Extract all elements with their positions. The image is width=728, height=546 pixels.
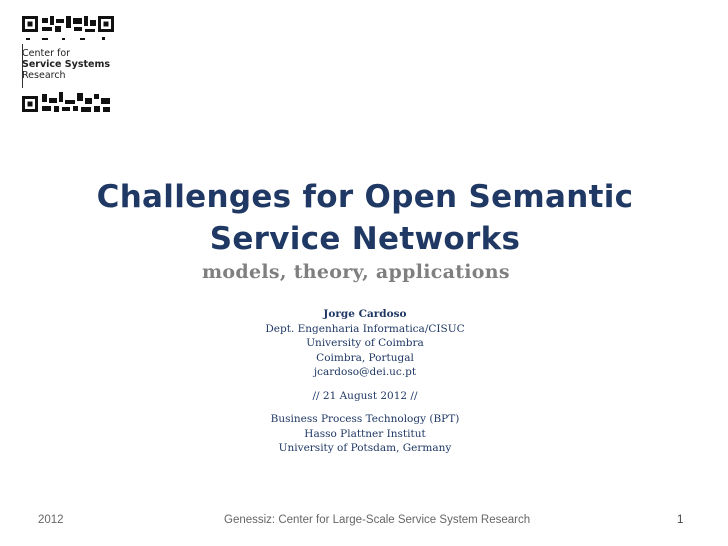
author-city: Coimbra, Portugal xyxy=(316,351,414,364)
slide-title xyxy=(80,176,650,260)
logo xyxy=(22,16,122,116)
footer-year: 2012 xyxy=(38,514,64,526)
author-name: Jorge Cardoso xyxy=(323,308,407,320)
qr-code-icon xyxy=(22,16,114,44)
page-number: 1 xyxy=(677,514,684,526)
author-email: jcardoso@dei.uc.pt xyxy=(313,366,417,378)
logo-line3: Research xyxy=(22,70,66,81)
author-block xyxy=(160,307,570,456)
presentation-date: // 21 August 2012 // xyxy=(312,389,418,402)
slide-title-line2: Service Networks xyxy=(209,221,521,257)
author-university: University of Coimbra xyxy=(306,337,424,349)
qr-code-icon xyxy=(22,88,114,116)
spacer xyxy=(160,380,570,389)
slide-title-line1: Challenges for Open Semantic xyxy=(96,179,634,215)
spacer xyxy=(160,403,570,412)
slide-footer xyxy=(0,514,728,532)
group-name: Business Process Technology (BPT) xyxy=(270,413,460,425)
author-dept: Dept. Engenharia Informatica/CISUC xyxy=(265,322,465,335)
footer-text: Genessiz: Center for Large-Scale Service System Research xyxy=(224,514,531,526)
logo-line1: Center for xyxy=(22,48,71,59)
slide-subtitle: models, theory, applications xyxy=(202,261,510,283)
institute-name: Hasso Plattner Institut xyxy=(304,427,426,440)
logo-line2: Service Systems xyxy=(22,59,111,70)
university-name: University of Potsdam, Germany xyxy=(278,442,452,454)
logo-text xyxy=(22,48,120,81)
